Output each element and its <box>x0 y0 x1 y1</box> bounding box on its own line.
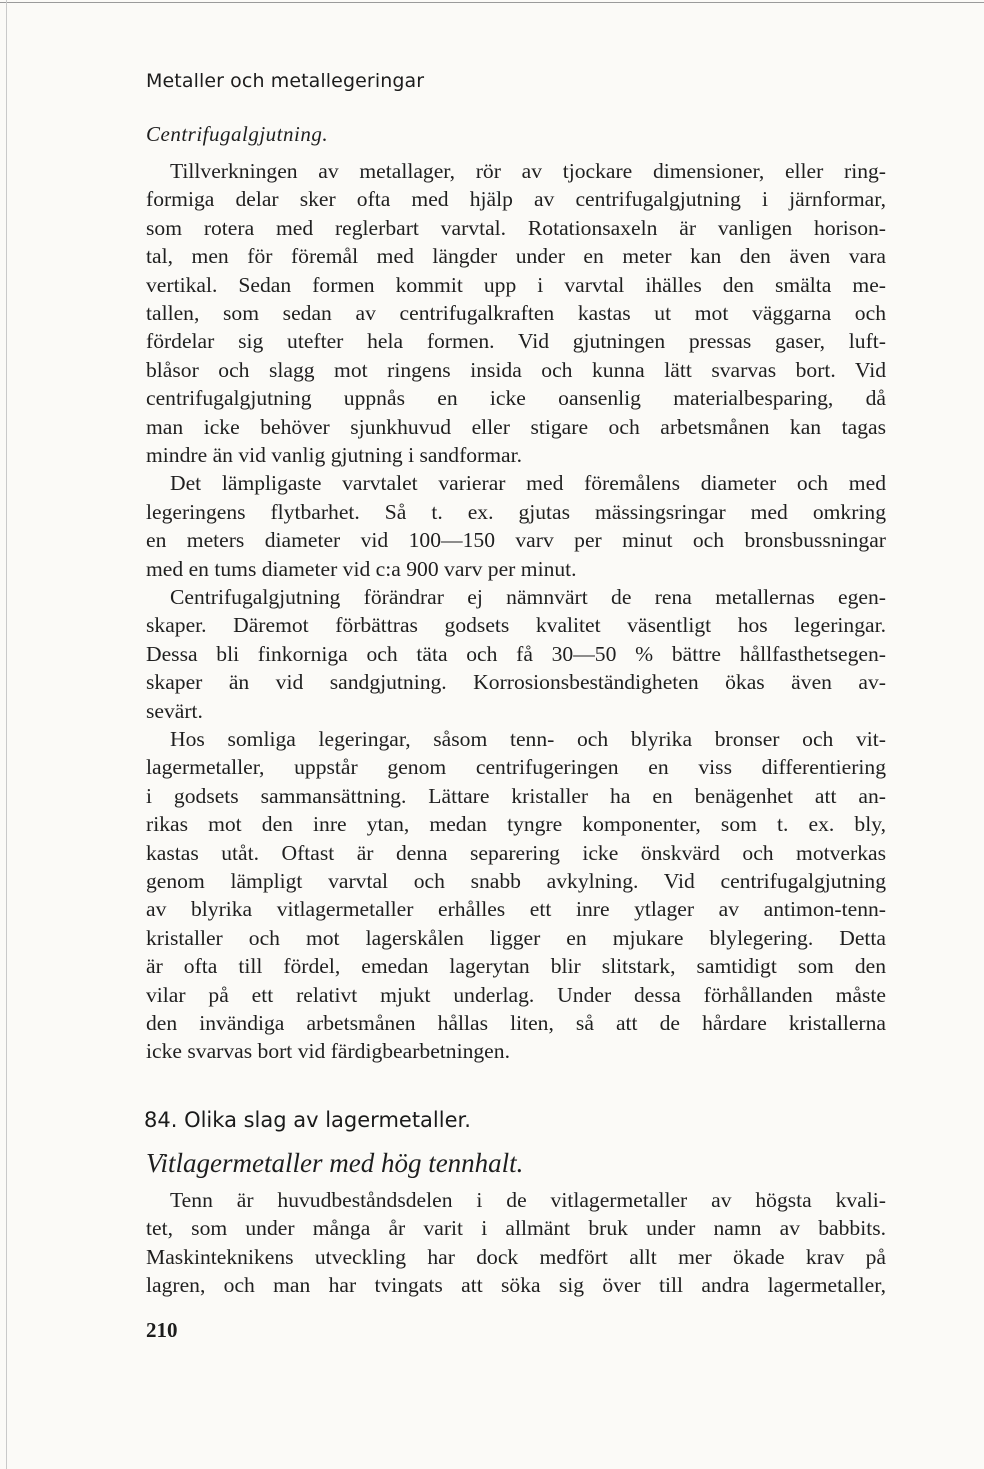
body-line: lagermetaller, uppstår genom centrifugeringen en viss differentiering <box>146 755 886 779</box>
body-line: är ofta till fördel, emedan lagerytan blir slitstark, samtidigt som den <box>146 954 886 978</box>
body-line: en meters diameter vid 100—150 varv per minut och bronsbussningar <box>146 528 886 552</box>
body-line: mindre än vid vanlig gjutning i sandformar. <box>146 443 523 467</box>
body-line: Hos somliga legeringar, såsom tenn- och blyrika bronser och vit- <box>170 727 886 751</box>
body-line: kristaller och mot lagerskålen ligger en mjukare blylegering. Detta <box>146 926 886 950</box>
subheading-centrifugal-casting: Centrifugalgjutning. <box>146 122 329 146</box>
body-line: vertikal. Sedan formen kommit upp i varvtal ihälles den smälta me- <box>146 273 886 297</box>
body-line: lagren, och man har tvingats att söka sig över till andra lagermetaller, <box>146 1273 886 1297</box>
body-line: Det lämpligaste varvtalet varierar med föremålens diameter och med <box>170 471 886 495</box>
body-line: kastas utåt. Oftast är denna separering icke önskvärd och motverkas <box>146 841 886 865</box>
page-number: 210 <box>146 1318 178 1342</box>
body-line: centrifugalgjutning uppnås en icke oansenlig materialbesparing, då <box>146 386 886 410</box>
body-line: Maskinteknikens utveckling har dock medfört allt mer ökade krav på <box>146 1245 886 1269</box>
running-head: Metaller och metallegeringar <box>146 70 425 92</box>
body-line: Tenn är huvudbeståndsdelen i de vitlagermetaller av högsta kvali- <box>170 1188 886 1212</box>
section-heading-84: 84. Olika slag av lagermetaller. <box>144 1108 471 1132</box>
body-line: som rotera med reglerbart varvtal. Rotationsaxeln är vanligen horison- <box>146 216 886 240</box>
body-line: vilar på ett relativt mjukt underlag. Under dessa förhållanden måste <box>146 983 886 1007</box>
body-line: fördelar sig utefter hela formen. Vid gjutningen pressas gaser, luft- <box>146 329 886 353</box>
body-line: tet, som under många år varit i allmänt bruk under namn av babbits. <box>146 1216 886 1240</box>
body-line: av blyrika vitlagermetaller erhålles ett inre ytlager av antimon-tenn- <box>146 897 886 921</box>
body-line: i godsets sammansättning. Lättare kristaller ha en benägenhet att an- <box>146 784 886 808</box>
body-line: blåsor och slagg mot ringens insida och kunna lätt svarvas bort. Vid <box>146 358 886 382</box>
body-line: Centrifugalgjutning förändrar ej nämnvärt de rena metallernas egen- <box>170 585 886 609</box>
body-line: icke svarvas bort vid färdigbearbetningen. <box>146 1039 510 1063</box>
body-line: den invändiga arbetsmånen hållas liten, så att de hårdare kristallerna <box>146 1011 886 1035</box>
body-line: med en tums diameter vid c:a 900 varv per minut. <box>146 557 577 581</box>
subheading-white-bearing-metals: Vitlagermetaller med hög tennhalt. <box>146 1148 524 1178</box>
body-line: legeringens flytbarhet. Så t. ex. gjutas mässingsringar med omkring <box>146 500 886 524</box>
body-line: formiga delar sker ofta med hjälp av centrifugalgjutning i järnformar, <box>146 187 886 211</box>
body-line: sevärt. <box>146 699 203 723</box>
body-line: tal, men för föremål med längder under en meter kan den även vara <box>146 244 886 268</box>
body-line: Dessa bli finkorniga och täta och få 30—50 % bättre hållfasthetsegen- <box>146 642 886 666</box>
body-line: skaper än vid sandgjutning. Korrosionsbeständigheten ökas även av- <box>146 670 886 694</box>
body-line: genom lämpligt varvtal och snabb avkylning. Vid centrifugalgjutning <box>146 869 886 893</box>
left-edge-rule <box>6 0 7 1469</box>
body-line: skaper. Däremot förbättras godsets kvalitet väsentligt hos legeringar. <box>146 613 886 637</box>
body-line: man icke behöver sjunkhuvud eller stigare och arbetsmånen kan tagas <box>146 415 886 439</box>
body-line: tallen, som sedan av centrifugalkraften kastas ut mot väggarna och <box>146 301 886 325</box>
body-line: rikas mot den inre ytan, medan tyngre komponenter, som t. ex. bly, <box>146 812 886 836</box>
body-line: Tillverkningen av metallager, rör av tjockare dimensioner, eller ring- <box>170 159 886 183</box>
top-edge-rule <box>0 2 984 3</box>
